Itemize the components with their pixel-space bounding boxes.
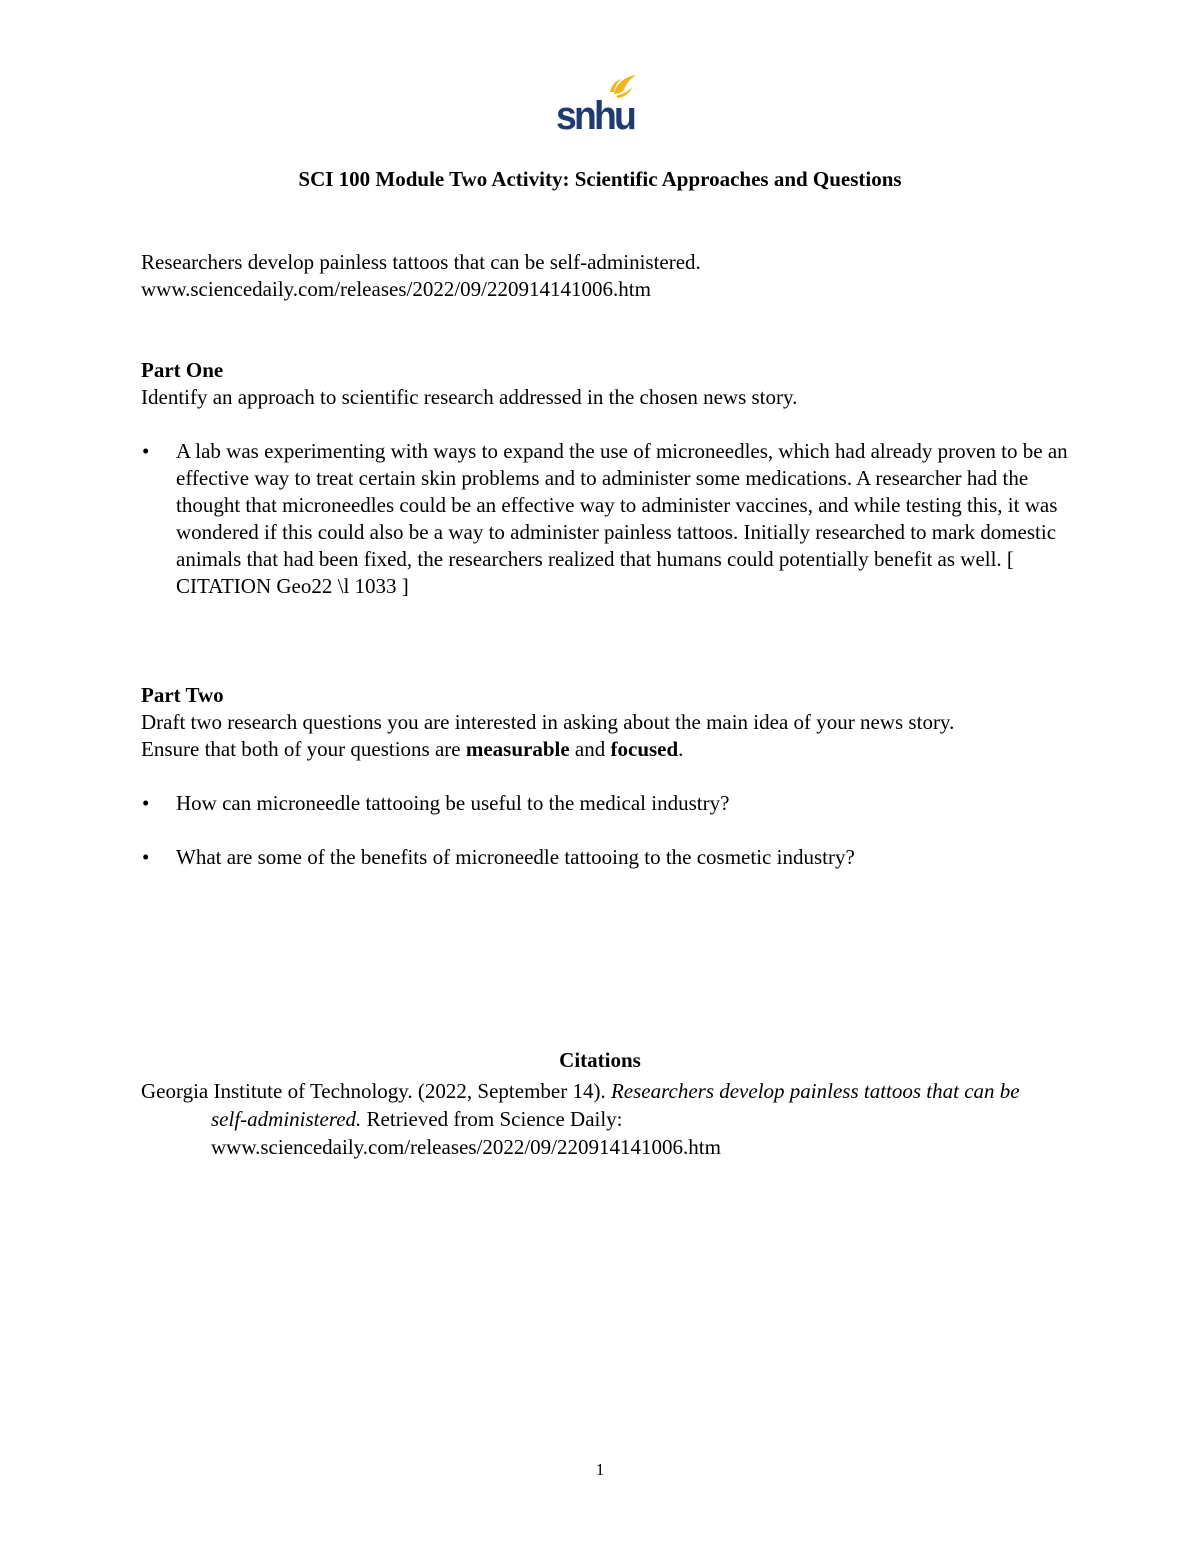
snhu-logo-mark: [554, 72, 638, 134]
page-number: 1: [595, 1460, 605, 1479]
citation-url: www.sciencedaily.com/releases/2022/09/220914141006.htm: [211, 1135, 721, 1159]
part-one-bullet-list: [141, 438, 1071, 600]
part-one-section: [141, 357, 1071, 627]
citations-heading: Citations: [559, 1048, 641, 1072]
part-one-answer: A lab was experimenting with ways to expand the use of microneedles, which had already proven to be an effective way to treat certain skin problems and to administer some medications. A researcher had the thought that microneedles could be an effective way to administer vaccines, and while testing this, it was wondered if this could also be a way to administer painless tattoos. Initially researched to mark domestic animals that had been fixed, the researchers realized that humans could potentially benefit as well. [ CITATION Geo22 \l 1033 ]: [176, 439, 1068, 598]
citation-source: Retrieved from Science Daily:: [361, 1107, 623, 1131]
logo-text: snhu: [556, 94, 635, 134]
part-one-heading: Part One: [141, 358, 224, 382]
prompt-bold-focused: focused: [610, 737, 679, 761]
list-item: [141, 844, 1071, 871]
prompt-text: and: [569, 737, 611, 761]
snhu-logo: [554, 72, 638, 134]
research-question-2: What are some of the benefits of microneedle tattooing to the cosmetic industry?: [176, 845, 855, 869]
story-headline: Researchers develop painless tattoos that can be self-administered.: [141, 250, 701, 274]
part-two-prompt-line2: [141, 736, 1071, 763]
bullet-icon: •: [142, 439, 150, 463]
citation-entry: [141, 1077, 1021, 1161]
part-two-section: [141, 682, 1071, 898]
story-url: www.sciencedaily.com/releases/2022/09/220914141006.htm: [141, 277, 651, 301]
list-item: [141, 790, 1071, 817]
bullet-icon: •: [142, 845, 150, 869]
prompt-text: .: [678, 737, 684, 761]
story-reference: [141, 249, 1071, 303]
bullet-icon: •: [142, 791, 150, 815]
prompt-text: Ensure that both of your questions are: [141, 737, 466, 761]
part-two-bullet-list: [141, 790, 1071, 871]
part-one-prompt: Identify an approach to scientific research addressed in the chosen news story.: [141, 385, 798, 409]
prompt-bold-measurable: measurable: [465, 737, 570, 761]
citation-title: Researchers develop painless tattoos that can be self-administered.: [211, 1079, 1020, 1131]
part-two-prompt-line1: Draft two research questions you are interested in asking about the main idea of your news story.: [141, 710, 955, 734]
document-title: SCI 100 Module Two Activity: Scientific Approaches and Questions: [298, 167, 902, 191]
research-question-1: How can microneedle tattooing be useful to the medical industry?: [176, 791, 730, 815]
part-two-heading: Part Two: [141, 683, 224, 707]
citation-author-date: Georgia Institute of Technology. (2022, September 14).: [141, 1079, 611, 1103]
list-item: [141, 438, 1071, 600]
